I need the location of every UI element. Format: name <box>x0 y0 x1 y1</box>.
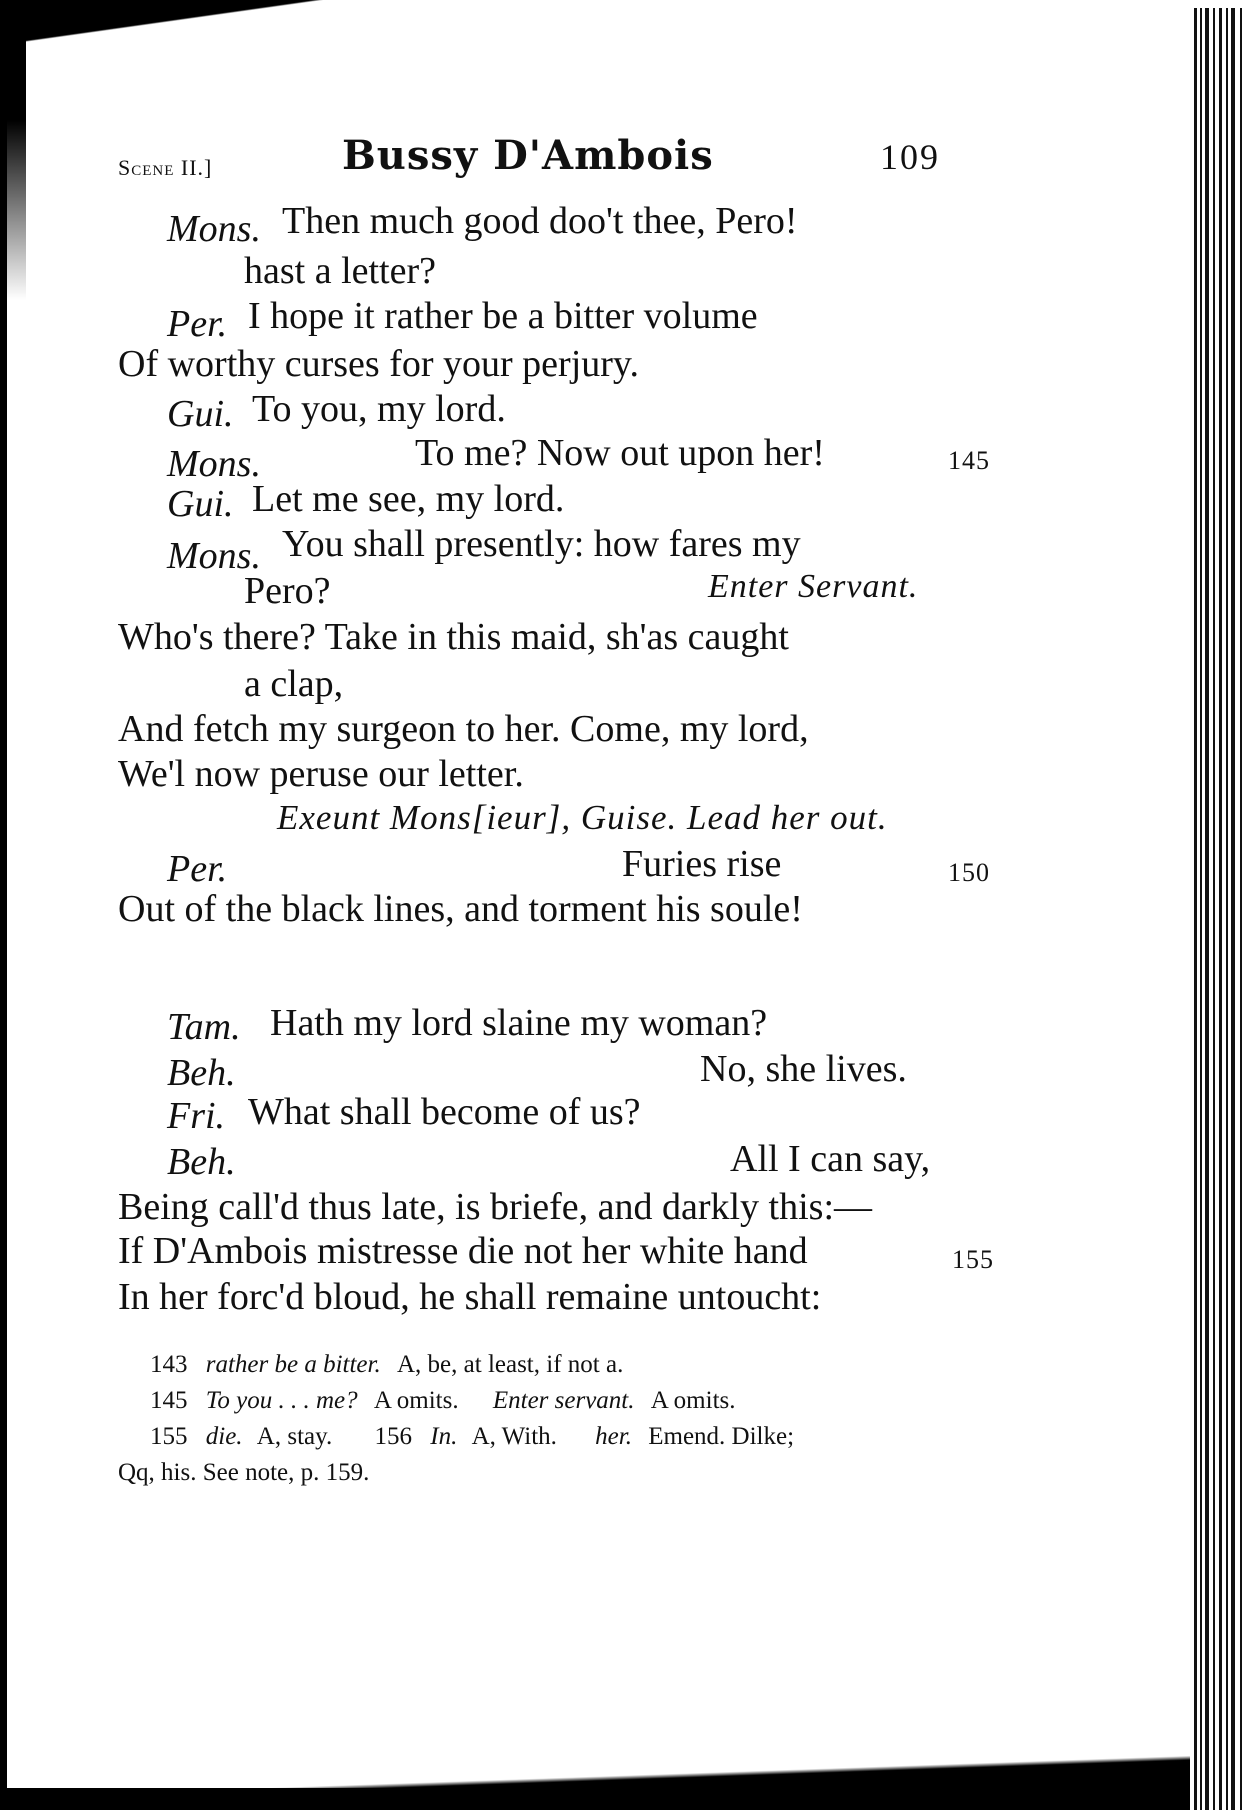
scan-shadow-top-left <box>0 0 480 90</box>
footnote <box>150 1388 736 1413</box>
footnote-text: A, stay. <box>256 1423 333 1450</box>
verse-line: If D'Ambois mistresse die not her white hand <box>118 1230 808 1272</box>
footnote-number: 143 <box>150 1351 188 1378</box>
speaker-beh: Beh. <box>167 1141 236 1183</box>
footnote-number: 156 <box>374 1423 412 1450</box>
footnote-lemma: In. <box>430 1423 458 1450</box>
footnote-text: A omits. <box>650 1387 736 1414</box>
speaker-mons: Mons. <box>167 535 261 577</box>
footnote-text: A, With. <box>471 1423 557 1450</box>
verse-line: And fetch my surgeon to her. Come, my lord, <box>118 708 809 750</box>
verse-line: What shall become of us? <box>248 1091 641 1133</box>
footnote-number: 155 <box>150 1423 188 1450</box>
footnote-number: 145 <box>150 1387 188 1414</box>
verse-line: Pero? <box>244 570 331 612</box>
verse-line: Furies rise <box>622 843 782 885</box>
footnote-lemma: her. <box>595 1423 632 1450</box>
verse-line: Who's there? Take in this maid, sh'as caught <box>118 616 789 658</box>
verse-line: Of worthy curses for your perjury. <box>118 343 639 385</box>
speaker-mons: Mons. <box>167 443 261 485</box>
speaker-mons: Mons. <box>167 208 261 250</box>
verse-line: Let me see, my lord. <box>252 478 565 520</box>
line-number: 150 <box>948 858 990 887</box>
scan-edge-bottom <box>0 1788 1255 1810</box>
verse-line: a clap, <box>244 663 344 705</box>
book-spine-edge <box>1190 0 1255 1810</box>
stage-direction: Exeunt Mons[ieur], Guise. Lead her out. <box>277 798 888 837</box>
footnote-lemma: rather be a bitter. <box>205 1351 381 1378</box>
page-number: 109 <box>880 137 940 177</box>
footnote-lemma: To you . . . me? <box>205 1387 358 1414</box>
verse-line: In her forc'd bloud, he shall remaine untoucht: <box>118 1276 822 1318</box>
verse-line: To me? Now out upon her! <box>415 432 825 474</box>
speaker-beh: Beh. <box>167 1052 236 1094</box>
stage-direction: Enter Servant. <box>708 568 919 605</box>
running-title: Bussy D'Ambois <box>342 132 714 179</box>
verse-line: Out of the black lines, and torment his soule! <box>118 888 803 930</box>
footnote-lemma: die. <box>205 1423 243 1450</box>
verse-line: No, she lives. <box>700 1048 907 1090</box>
verse-line: To you, my lord. <box>252 388 506 430</box>
verse-line: I hope it rather be a bitter volume <box>248 295 758 337</box>
scan-shadow-left <box>0 0 26 300</box>
verse-line: hast a letter? <box>244 250 437 292</box>
speaker-fri: Fri. <box>167 1095 226 1137</box>
speaker-gui: Gui. <box>167 483 234 525</box>
verse-line: We'l now peruse our letter. <box>118 753 524 795</box>
verse-line: Hath my lord slaine my woman? <box>270 1002 768 1044</box>
verse-line: Then much good doo't thee, Pero! <box>282 200 798 242</box>
footnote <box>118 1460 369 1485</box>
speaker-tam: Tam. <box>167 1006 241 1048</box>
footnote-text: Qq, his. See note, p. 159. <box>118 1459 370 1486</box>
line-number: 155 <box>952 1245 994 1274</box>
footnote-text: Emend. Dilke; <box>648 1423 795 1450</box>
verse-line: Being call'd thus late, is briefe, and darkly this:— <box>118 1186 873 1228</box>
speaker-per: Per. <box>167 848 228 890</box>
verse-line: You shall presently: how fares my <box>282 523 801 565</box>
footnote-text: A omits. <box>373 1387 459 1414</box>
line-number: 145 <box>948 446 990 475</box>
scene-label: Scene II.] <box>118 155 213 180</box>
speaker-gui: Gui. <box>167 393 234 435</box>
footnote-text: A, be, at least, if not a. <box>397 1351 624 1378</box>
footnote-lemma: Enter servant. <box>492 1387 635 1414</box>
speaker-per: Per. <box>167 303 228 345</box>
footnote <box>150 1352 623 1377</box>
footnote <box>150 1424 794 1449</box>
verse-line: All I can say, <box>730 1138 931 1180</box>
